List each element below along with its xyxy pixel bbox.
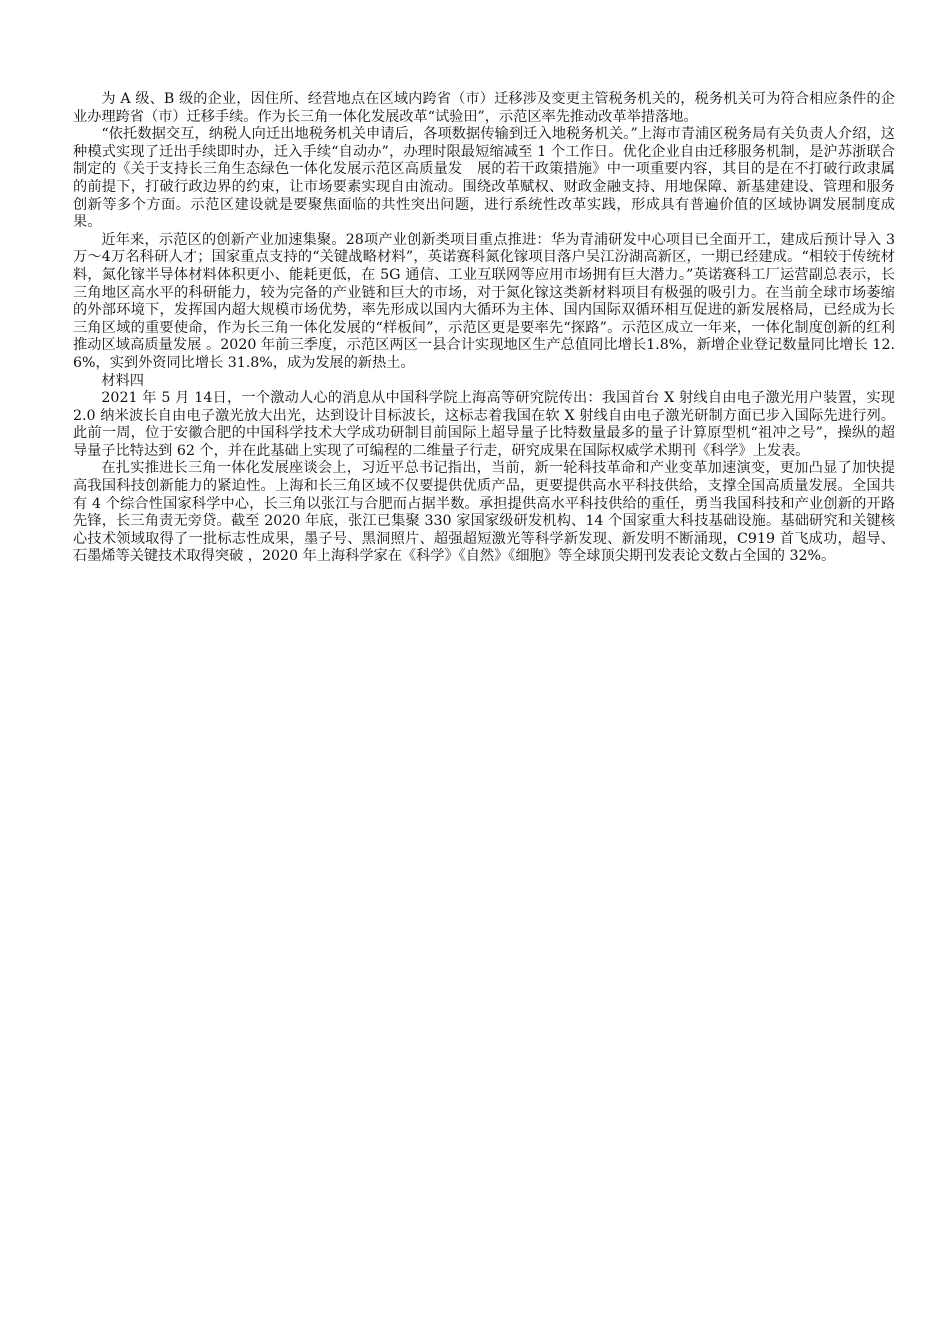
document-body	[73, 91, 895, 566]
paragraph-data-interaction: “依托数据交互，纳税人向迁出地税务机关申请后，各项数据传输到迁入地税务机关。”上海市青浦区税务局有关负责人介绍，这种模式实现了迁出手续即时办，迁入手续“自动办”，办理时限最短缩减至 1 个工作日。优化企业自由迁移服务机制，是沪苏浙联合制定的《关于支持长三角生态绿色一体化发展示范区高质量发 展的若干政策措施》中一项重要内容，其目的是在不打破行政隶属的前提下，打破行政边界的约束，让市场要素实现自由流动。围绕改革赋权、财政金融支持、用地保障、新基建建设、管理和服务创新等多个方面。示范区建设就是要聚焦面临的共性突出问题，进行系统性改革实践，形成具有普遍价值的区域协调发展制度成果。	[73, 126, 895, 231]
paragraph-innovation-industry: 近年来，示范区的创新产业加速集聚。28项产业创新类项目重点推进：华为青浦研发中心项目已全面开工，建成后预计导入 3 万～4万名科研人才；国家重点支持的“关键战略材料”，英诺赛科氮化镓项目落户吴江汾湖高新区，一期已经建成。“相较于传统材料，氮化镓半导体材料体积更小、能耗更低，在 5G 通信、工业互联网等应用市场拥有巨大潜力。”英诺赛科工厂运营副总表示，长三角地区高水平的科研能力，较为完备的产业链和巨大的市场，对于氮化镓这类新材料项目有极强的吸引力。在当前全球市场萎缩的外部环境下，发挥国内超大规模市场优势，率先形成以国内大循环为主体、国内国际双循环相互促进的新发展格局，已经成为长三角区域的重要使命，作为长三角一体化发展的“样板间”，示范区更是要率先“探路”。示范区成立一年来，一体化制度创新的红利推动区域高质量发展 。2020 年前三季度，示范区两区一县合计实现地区生产总值同比增长1.8%，新增企业登记数量同比增长 12.6%，实到外资同比增长 31.8%，成为发展的新热土。	[73, 231, 895, 371]
paragraph-cross-province-migration: 为 A 级、B 级的企业，因住所、经营地点在区域内跨省（市）迁移涉及变更主管税务机关的，税务机关可为符合相应条件的企业办理跨省（市）迁移手续。作为长三角一体化发展改革“试验田”，示范区率先推动改革举措落地。	[73, 91, 895, 125]
section-heading-material-four: 材料四	[101, 372, 144, 389]
paragraph-tech-supply: 在扎实推进长三角一体化发展座谈会上，习近平总书记指出，当前，新一轮科技革命和产业变革加速演变，更加凸显了加快提高我国科技创新能力的紧迫性。上海和长三角区域不仅要提供优质产品，更要提供高水平科技供给，支撑全国高质量发展。全国共有 4 个综合性国家科学中心，长三角以张江与合肥而占据半数。承担提供高水平科技供给的重任，勇当我国科技和产业创新的开路先锋，长三角责无旁贷。截至 2020 年底，张江已集聚 330 家国家级研发机构、14 个国家重大科技基础设施。基础研究和关键核心技术领域取得了一批标志性成果，墨子号、黑洞照片、超强超短激光等科学新发现、新发明不断涌现，C919 首飞成功，超导、石墨烯等关键技术取得突破 ，2020 年上海科学家在《科学》《自然》《细胞》等全球顶尖期刊发表论文数占全国的 32%。	[73, 460, 895, 565]
paragraph-xray-laser: 2021 年 5 月 14日，一个激动人心的消息从中国科学院上海高等研究院传出：我国首台 X 射线自由电子激光用户装置，实现 2.0 纳米波长自由电子激光放大出光，达到设计目标波长，这标志着我国在软 X 射线自由电子激光研制方面已步入国际先进行列。此前一周，位于安徽合肥的中国科学技术大学成功研制目前国际上超导量子比特数量最多的量子计算原型机“祖冲之号”，操纵的超导量子比特达到 62 个，并在此基础上实现了可编程的二维量子行走，研究成果在国际权威学术期刊《科学》上发表。	[73, 390, 895, 459]
